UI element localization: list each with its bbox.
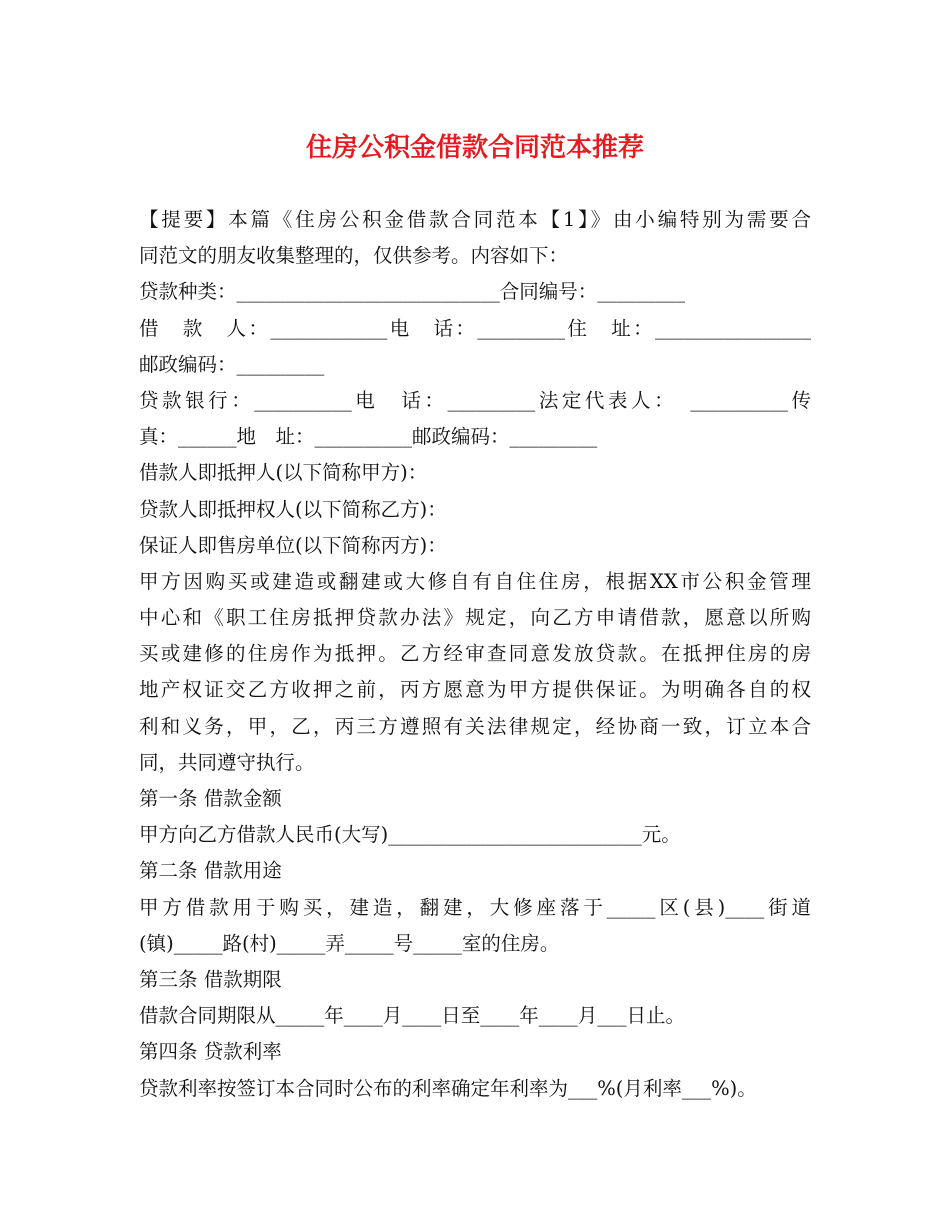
body-line-8: 借款人即抵押人(以下简称甲方)： bbox=[139, 461, 428, 485]
body-line-1: 【提要】本篇《住房公积金借款合同范本【1】》由小编特别为需要合 bbox=[139, 208, 811, 231]
body-line-20: 甲方借款用于购买，建造，翻建，大修座落于_____区(县)____街道 bbox=[139, 895, 811, 919]
body-line-4: 借 款 人：____________电 话：_________住 址：________________ bbox=[139, 316, 811, 340]
body-line-12: 中心和《职工住房抵押贷款办法》规定，向乙方申请借款，愿意以所购 bbox=[139, 606, 811, 630]
document-body bbox=[139, 202, 811, 1107]
document-title: 住房公积金借款合同范本推荐 bbox=[305, 133, 644, 163]
body-line-25: 贷款利率按签订本合同时公布的利率确定年利率为___%(月利率___%)。 bbox=[139, 1076, 757, 1100]
article-2-heading: 第二条 借款用途 bbox=[139, 859, 282, 883]
body-line-6: 贷款银行：__________电 话：_________法定代表人： __________传 bbox=[139, 388, 811, 412]
body-line-2: 同范文的朋友收集整理的，仅供参考。内容如下： bbox=[139, 244, 569, 268]
body-line-11: 甲方因购买或建造或翻建或大修自有自住住房，根据XX市公积金管理 bbox=[139, 569, 811, 593]
body-line-9: 贷款人即抵押权人(以下简称乙方)： bbox=[139, 497, 447, 521]
body-line-3: 贷款种类：___________________________合同编号：_________ bbox=[139, 280, 686, 304]
body-line-18: 甲方向乙方借款人民币(大写)__________________________元。 bbox=[139, 823, 681, 847]
body-line-23: 借款合同期限从_____年____月____日至____年____月___日止。 bbox=[139, 1004, 686, 1028]
body-line-7: 真：______地 址：__________邮政编码：_________ bbox=[139, 425, 598, 449]
article-1-heading: 第一条 借款金额 bbox=[139, 787, 282, 810]
article-3-heading: 第三条 借款期限 bbox=[139, 967, 282, 991]
article-4-heading: 第四条 贷款利率 bbox=[139, 1040, 282, 1064]
body-line-5: 邮政编码：_________ bbox=[139, 352, 325, 376]
body-line-21: (镇)_____路(村)_____弄_____号_____室的住房。 bbox=[139, 931, 560, 955]
body-line-16: 同，共同遵守执行。 bbox=[139, 750, 315, 774]
body-line-10: 保证人即售房单位(以下简称丙方)： bbox=[139, 533, 447, 557]
body-line-14: 地产权证交乙方收押之前，丙方愿意为甲方提供保证。为明确各自的权 bbox=[139, 678, 811, 702]
body-line-13: 买或建修的住房作为抵押。乙方经审查同意发放贷款。在抵押住房的房 bbox=[139, 642, 811, 666]
body-line-15: 利和义务，甲，乙，丙三方遵照有关法律规定，经协商一致，订立本合 bbox=[139, 714, 811, 738]
